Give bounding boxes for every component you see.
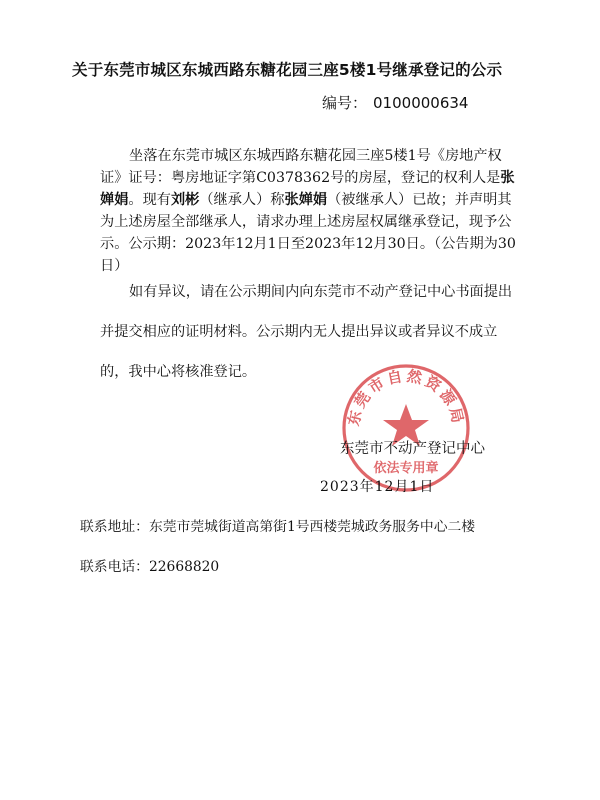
notice-number	[322, 92, 468, 113]
notice-paragraph-1	[100, 145, 520, 277]
notice-title: 关于东莞市城区东城西路东糖花园三座5楼1号继承登记的公示	[72, 61, 503, 79]
contact-phone-label: 联系电话：	[80, 559, 149, 575]
contact-phone	[80, 555, 219, 575]
heir-name: 刘彬	[170, 192, 200, 208]
notice-number-label: 编号：	[322, 94, 368, 112]
notice-number-value: 0100000634	[373, 94, 469, 112]
deceased-name: 张婵娟	[284, 192, 328, 208]
seal-bottom-text: 依法专用章	[373, 461, 439, 476]
signature-date: 2023年12月1日	[320, 479, 435, 495]
paragraph-1-part-a: 坐落在东莞市城区东城西路东糖花园三座5楼1号《房地产权证》证号：粤房地证字第C0378362号的房屋，登记的权利人是	[100, 148, 502, 186]
owner-name: 张婵娟	[100, 170, 515, 208]
signature-organization: 东莞市不动产登记中心	[340, 441, 485, 457]
contact-address-label: 联系地址：	[80, 519, 149, 535]
paragraph-1-part-c: （继承人）称	[199, 192, 285, 208]
notice-paragraph-2: 如有异议，请在公示期间内向东莞市不动产登记中心书面提出并提交相应的证明材料。公示期内无人提出异议或者异议不成立的，我中心将核准登记。	[100, 284, 513, 380]
contact-phone-value: 22668820	[148, 559, 220, 575]
paragraph-1-part-b: 。现有	[128, 192, 171, 208]
contact-address-value: 东莞市莞城街道高第街1号西楼莞城政务服务中心二楼	[148, 519, 476, 535]
paragraph-1-part-d: （被继承人）已故；并声明其为上述房屋全部继承人，请求办理上述房屋权属继承登记，现予公示。公示期：2023年12月1日至2023年12月30日。（公告期为30日）	[100, 192, 516, 274]
seal-top-text: 东莞市自然资源局	[344, 366, 468, 428]
contact-address	[80, 515, 475, 535]
